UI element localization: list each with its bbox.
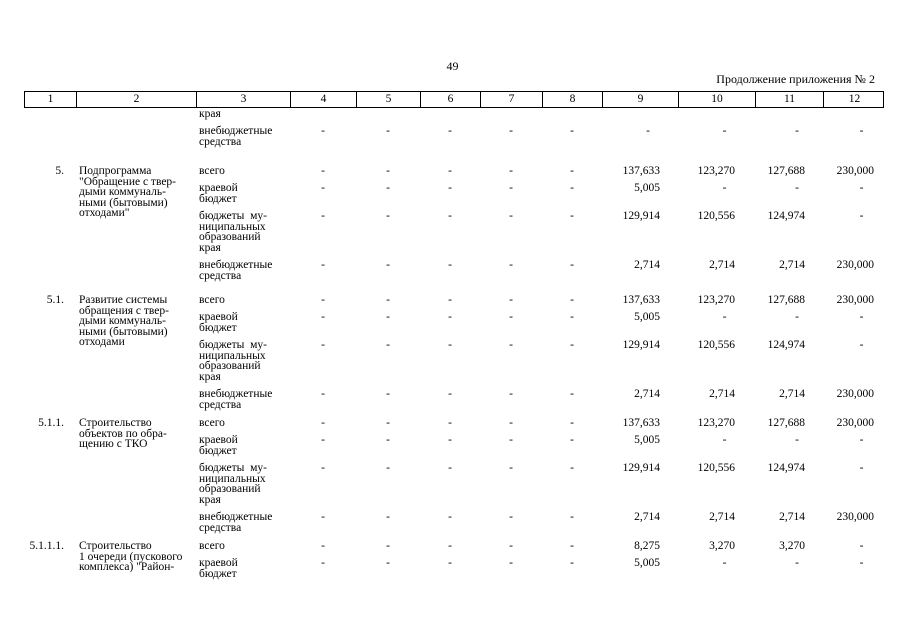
row-value: - [448, 434, 452, 446]
row-value: 127,688 [767, 417, 805, 429]
row-value: 127,688 [767, 294, 805, 306]
row-value: - [795, 557, 799, 569]
row-name: Развитие системы обращения с твер- дыми коммуналь- ными (бытовыми) отходами [79, 294, 169, 348]
row-value: 8,275 [634, 540, 660, 552]
page-number: 49 [446, 59, 459, 73]
row-number: 5.1.1. [38, 417, 64, 429]
row-value: - [386, 511, 390, 523]
row-value: 230,000 [836, 417, 874, 429]
row-value: - [321, 557, 325, 569]
row-value: - [795, 434, 799, 446]
row-value: 124,974 [767, 339, 805, 351]
row-value: - [570, 259, 574, 271]
header-cell-9: 9 [603, 92, 679, 107]
header-cell-12: 12 [848, 93, 861, 105]
row-label: краевой бюджет [199, 182, 238, 205]
row-value: 5,005 [634, 182, 660, 194]
row-value: - [570, 417, 574, 429]
row-value: - [859, 125, 864, 137]
row-value: 230,000 [836, 165, 874, 177]
row-value: - [795, 311, 799, 323]
row-label: бюджеты му- ниципальных образований края [199, 339, 267, 383]
row-value: - [321, 259, 325, 271]
row-value: - [448, 259, 452, 271]
row-value: 137,633 [622, 417, 660, 429]
header-cell-8: 8 [543, 92, 603, 107]
row-value: - [509, 339, 513, 351]
row-value: - [386, 540, 390, 552]
row-value: 137,633 [622, 294, 660, 306]
table-header [24, 91, 884, 108]
header-cell-3: 3 [197, 92, 291, 107]
row-value: - [859, 557, 864, 569]
row-number: 5.1. [46, 294, 64, 306]
row-value: - [859, 210, 864, 222]
row-value: - [570, 434, 574, 446]
row-label: краевой бюджет [199, 434, 238, 457]
header-cell-6: 6 [421, 92, 481, 107]
row-value: 123,270 [697, 165, 735, 177]
row-value: - [448, 388, 452, 400]
row-value: - [509, 294, 513, 306]
row-value: - [509, 182, 513, 194]
header-cell-7: 7 [481, 92, 543, 107]
row-value: - [386, 259, 390, 271]
row-value: - [859, 311, 864, 323]
row-value: - [448, 294, 452, 306]
row-value: 2,714 [779, 511, 805, 523]
row-value: - [448, 210, 452, 222]
row-label: внебюджетные средства [199, 125, 273, 148]
row-name: Строительство 1 очереди (пускового комплекса) "Район- [79, 540, 183, 573]
row-value: - [570, 125, 574, 137]
row-value: - [509, 388, 513, 400]
row-label: краевой бюджет [199, 311, 238, 334]
row-value: 120,556 [697, 462, 735, 474]
header-cell-10: 10 [679, 92, 756, 107]
row-value: - [570, 540, 574, 552]
row-value: - [448, 182, 452, 194]
row-value: - [448, 125, 452, 137]
row-label: внебюджетные средства [199, 511, 273, 534]
row-value: 2,714 [634, 259, 660, 271]
row-label: внебюджетные средства [199, 259, 273, 282]
row-label: всего [199, 417, 225, 429]
row-value: - [570, 294, 574, 306]
row-value: 2,714 [709, 511, 735, 523]
row-value: - [386, 388, 390, 400]
row-value: 2,714 [709, 259, 735, 271]
row-value: - [570, 210, 574, 222]
row-value: - [646, 125, 650, 137]
row-value: - [321, 125, 325, 137]
row-value: 230,000 [836, 294, 874, 306]
row-value: - [386, 417, 390, 429]
row-value: - [321, 182, 325, 194]
row-value: - [448, 339, 452, 351]
row-value: 2,714 [779, 388, 805, 400]
row-label: всего [199, 165, 225, 177]
row-value: - [386, 462, 390, 474]
row-value: - [386, 434, 390, 446]
row-value: - [722, 434, 727, 446]
row-value: - [448, 417, 452, 429]
row-value: - [386, 294, 390, 306]
row-value: - [509, 311, 513, 323]
row-value: - [570, 339, 574, 351]
row-value: 3,270 [709, 540, 735, 552]
row-label: бюджеты му- ниципальных образований края [199, 210, 267, 254]
row-value: - [321, 294, 325, 306]
row-number: 5.1.1.1. [29, 540, 64, 552]
header-cell-2: 2 [77, 92, 197, 107]
row-value: - [509, 557, 513, 569]
row-value: - [448, 462, 452, 474]
row-value: - [321, 434, 325, 446]
row-value: - [859, 540, 864, 552]
row-label: краевой бюджет [199, 557, 238, 580]
row-value: 5,005 [634, 311, 660, 323]
row-label: края [199, 108, 221, 120]
row-value: - [722, 557, 727, 569]
row-value: 230,000 [836, 388, 874, 400]
row-value: - [722, 182, 727, 194]
row-value: 5,005 [634, 557, 660, 569]
row-value: - [722, 311, 727, 323]
row-value: - [448, 557, 452, 569]
row-value: - [386, 339, 390, 351]
row-value: - [386, 311, 390, 323]
row-value: 3,270 [779, 540, 805, 552]
row-value: 124,974 [767, 210, 805, 222]
row-value: - [570, 557, 574, 569]
row-value: - [321, 339, 325, 351]
row-value: - [570, 311, 574, 323]
row-value: - [321, 165, 325, 177]
row-value: - [321, 462, 325, 474]
row-value: 129,914 [622, 210, 660, 222]
row-value: 120,556 [697, 339, 735, 351]
row-value: 123,270 [697, 294, 735, 306]
header-cell-4: 4 [291, 92, 357, 107]
header-cell-1: 1 [25, 92, 77, 107]
row-value: - [570, 388, 574, 400]
row-value: - [386, 557, 390, 569]
row-value: 137,633 [622, 165, 660, 177]
row-value: - [448, 311, 452, 323]
row-value: - [859, 462, 864, 474]
row-value: - [386, 165, 390, 177]
row-value: - [859, 434, 864, 446]
row-value: - [795, 125, 799, 137]
row-value: 129,914 [622, 339, 660, 351]
row-value: - [386, 125, 390, 137]
row-value: - [509, 434, 513, 446]
row-value: 230,000 [836, 259, 874, 271]
row-value: - [321, 388, 325, 400]
row-number: 5. [55, 165, 64, 177]
row-value: - [448, 165, 452, 177]
row-value: 230,000 [836, 511, 874, 523]
row-value: 2,714 [779, 259, 805, 271]
row-value: - [448, 511, 452, 523]
row-value: 2,714 [709, 388, 735, 400]
row-value: - [386, 182, 390, 194]
row-value: - [795, 182, 799, 194]
row-value: - [509, 417, 513, 429]
row-value: - [509, 210, 513, 222]
row-label: внебюджетные средства [199, 388, 273, 411]
row-name: Строительство объектов по обра- щению с ТКО [79, 417, 167, 450]
caption: Продолжение приложения № 2 [716, 72, 875, 86]
row-value: - [509, 259, 513, 271]
row-value: - [509, 462, 513, 474]
row-value: - [859, 339, 864, 351]
row-name: Подпрограмма "Обращение с твер- дыми коммуналь- ными (бытовыми) отходами" [79, 165, 177, 219]
row-label: бюджеты му- ниципальных образований края [199, 462, 267, 506]
row-value: - [321, 311, 325, 323]
row-value: 123,270 [697, 417, 735, 429]
row-value: 2,714 [634, 511, 660, 523]
row-value: - [448, 540, 452, 552]
row-label: всего [199, 294, 225, 306]
row-value: - [570, 511, 574, 523]
row-value: - [509, 540, 513, 552]
row-value: 127,688 [767, 165, 805, 177]
row-value: - [570, 182, 574, 194]
row-value: 129,914 [622, 462, 660, 474]
header-cell-5: 5 [357, 92, 421, 107]
row-value: - [321, 511, 325, 523]
row-value: 124,974 [767, 462, 805, 474]
row-value: - [321, 540, 325, 552]
row-value: - [321, 210, 325, 222]
row-value: - [570, 462, 574, 474]
row-value: - [570, 165, 574, 177]
row-value: - [509, 125, 513, 137]
row-value: - [859, 182, 864, 194]
row-value: 2,714 [634, 388, 660, 400]
row-value: - [722, 125, 727, 137]
row-value: - [509, 511, 513, 523]
row-value: 5,005 [634, 434, 660, 446]
row-value: - [386, 210, 390, 222]
row-value: - [509, 165, 513, 177]
header-cell-11: 11 [756, 92, 824, 107]
row-value: - [321, 417, 325, 429]
row-value: 120,556 [697, 210, 735, 222]
row-label: всего [199, 540, 225, 552]
